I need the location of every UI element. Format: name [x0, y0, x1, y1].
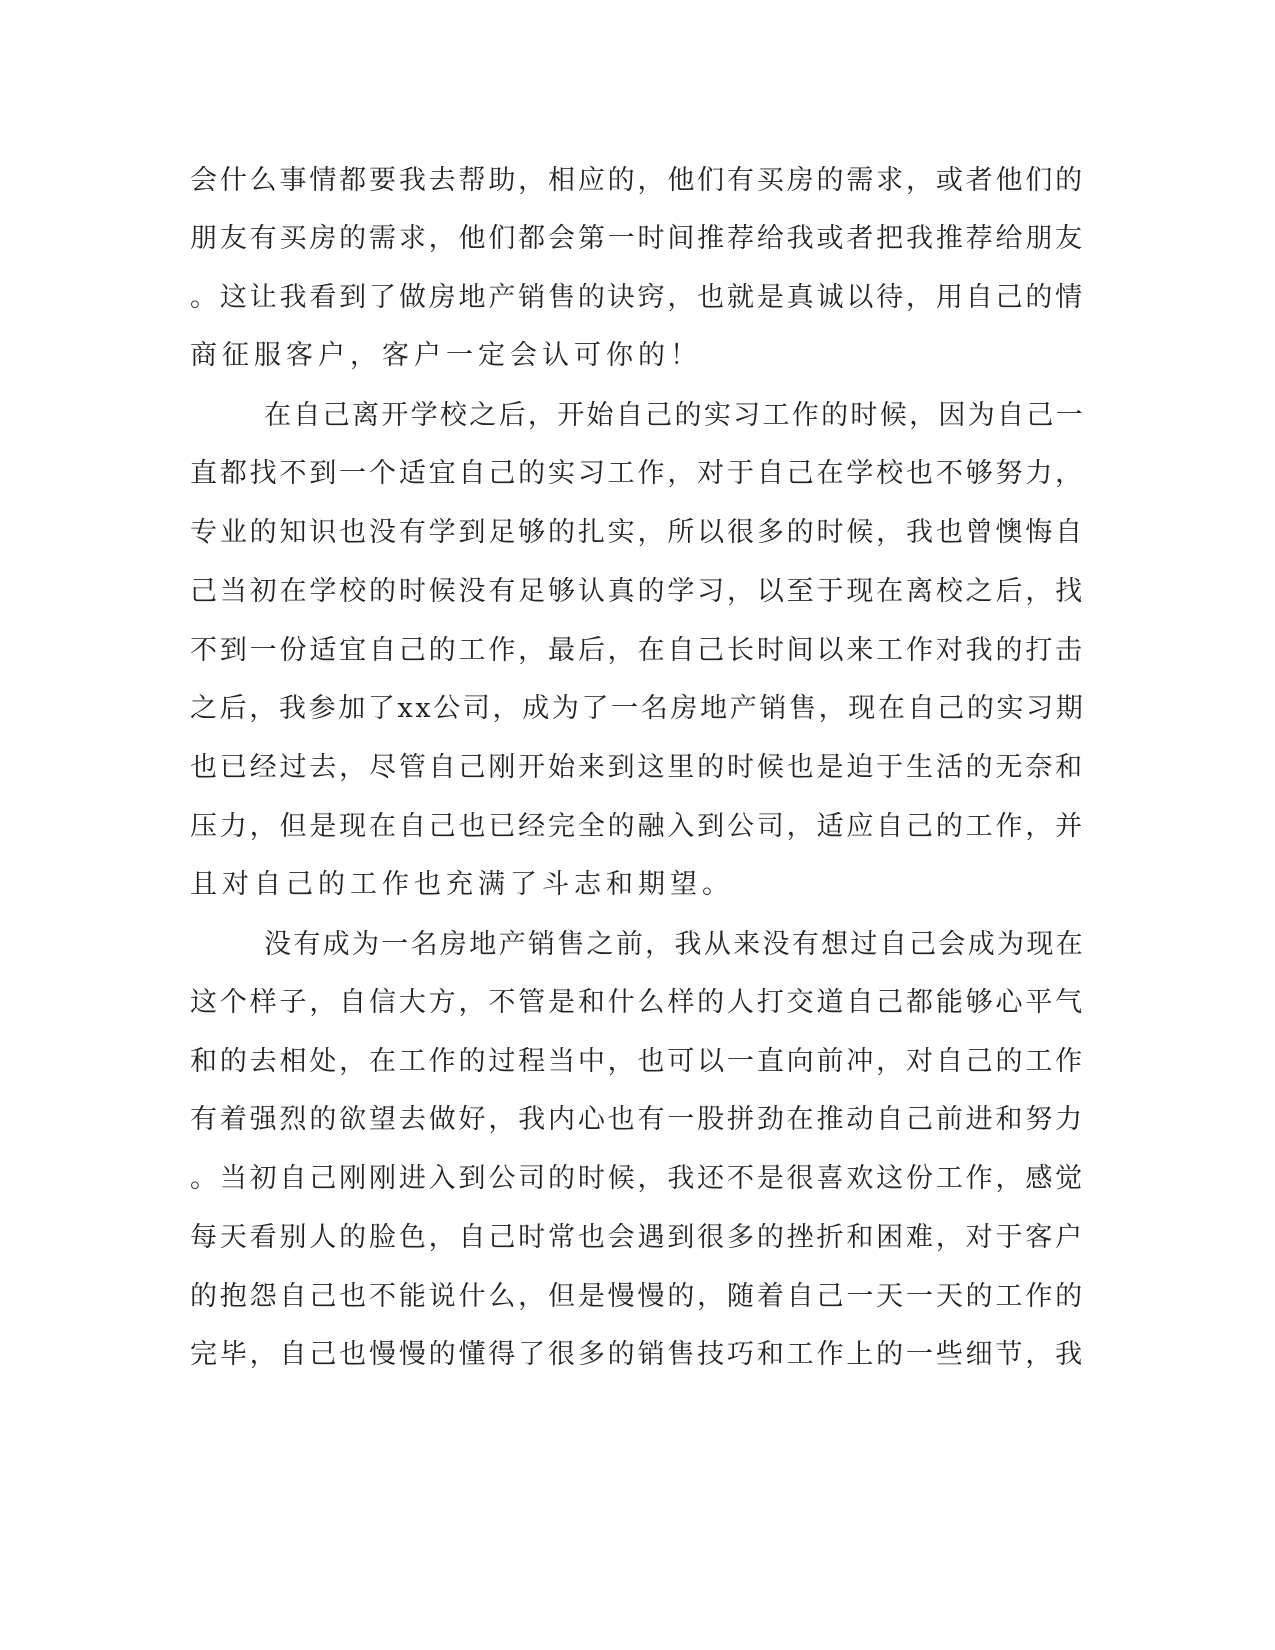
paragraph-first-line: 没有成为一名房地产销售之前，我从来没有想过自己会成为现在 — [264, 929, 1085, 960]
text-line: 朋友有买房的需求，他们都会第一时间推荐给我或者把我推荐给朋友 — [190, 223, 1085, 254]
text-line: 商征服客户，客户一定会认可你的！ — [190, 340, 702, 371]
text-line: 的抱怨自己也不能说什么，但是慢慢的，随着自己一天一天的工作的 — [190, 1281, 1085, 1312]
text-line: 也已经过去，尽管自己刚开始来到这里的时候也是迫于生活的无奈和 — [190, 752, 1085, 783]
text-line: 不到一份适宜自己的工作，最后，在自己长时间以来工作对我的打击 — [190, 635, 1085, 666]
text-line: 完毕，自己也慢慢的懂得了很多的销售技巧和工作上的一些细节，我 — [190, 1339, 1085, 1370]
text-line: 之后，我参加了xx公司，成为了一名房地产销售，现在自己的实习期 — [190, 693, 1086, 724]
text-line: 直都找不到一个适宜自己的实习工作，对于自己在学校也不够努力， — [190, 458, 1085, 489]
text-line: 每天看别人的脸色，自己时常也会遇到很多的挫折和困难，对于客户 — [190, 1222, 1085, 1253]
text-line: 这个样子，自信大方，不管是和什么样的人打交道自己都能够心平气 — [190, 987, 1085, 1018]
text-line: 专业的知识也没有学到足够的扎实，所以很多的时候，我也曾懊悔自 — [190, 517, 1085, 548]
text-line: 。这让我看到了做房地产销售的诀窍，也就是真诚以待，用自己的情 — [190, 282, 1085, 313]
text-line: 和的去相处，在工作的过程当中，也可以一直向前冲，对自己的工作 — [190, 1046, 1085, 1077]
paragraph-first-line: 在自己离开学校之后，开始自己的实习工作的时候，因为自己一 — [264, 400, 1085, 431]
text-line: 有着强烈的欲望去做好，我内心也有一股拼劲在推动自己前进和努力 — [190, 1104, 1085, 1135]
text-line: 且对自己的工作也充满了斗志和期望。 — [190, 869, 734, 900]
text-line: 己当初在学校的时候没有足够认真的学习，以至于现在离校之后，找 — [190, 576, 1085, 607]
text-line: 压力，但是现在自己也已经完全的融入到公司，适应自己的工作，并 — [190, 811, 1085, 842]
text-line: 会什么事情都要我去帮助，相应的，他们有买房的需求，或者他们的 — [190, 165, 1085, 196]
text-line: 。当初自己刚刚进入到公司的时候，我还不是很喜欢这份工作，感觉 — [190, 1163, 1085, 1194]
